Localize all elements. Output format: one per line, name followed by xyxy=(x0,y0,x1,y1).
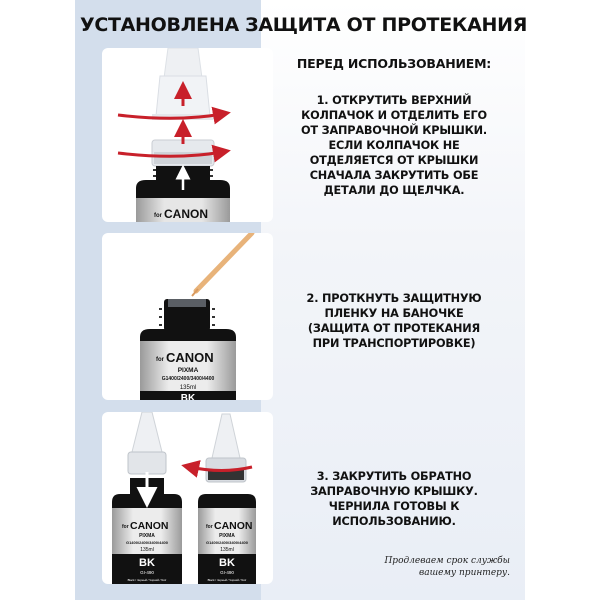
tagline-line: вашему принтеру. xyxy=(419,568,510,578)
step-line: ЗАПРАВОЧНУЮ КРЫШКУ. xyxy=(310,485,478,498)
step-line: 2. ПРОТКНУТЬ ЗАЩИТНУЮ xyxy=(306,292,482,305)
label-models: G1400/2400/3400/4400 xyxy=(161,376,215,382)
label-ink-code: GI-490 xyxy=(220,570,234,575)
step-1-text xyxy=(270,93,518,198)
step3-illustration-card xyxy=(102,412,273,584)
step-line: 3. ЗАКРУТИТЬ ОБРАТНО xyxy=(316,470,472,483)
step-2-text xyxy=(270,291,518,351)
step1-illustration-card xyxy=(102,48,273,222)
label-for: for xyxy=(156,357,164,363)
tagline-line: Продлеваем срок службы xyxy=(384,556,510,566)
label-series: PIXMA xyxy=(177,367,199,374)
step-3-text xyxy=(270,469,518,529)
step-line: 1. ОТКРУТИТЬ ВЕРХНИЙ xyxy=(316,94,472,107)
bottle-cap-screw-illustration xyxy=(102,412,273,584)
page-title: УСТАНОВЛЕНА ЗАЩИТА ОТ ПРОТЕКАНИЯ xyxy=(80,14,528,36)
step-line: ОТДЕЛЯЕТСЯ ОТ КРЫШКИ xyxy=(309,154,479,167)
step-line: ОТ ЗАПРАВОЧНОЙ КРЫШКИ. xyxy=(300,124,488,137)
label-series: PIXMA xyxy=(139,533,155,539)
bottle-cap-unscrew-illustration xyxy=(102,48,273,222)
label-volume: 135ml xyxy=(179,385,197,391)
label-brand: CANON xyxy=(166,350,214,365)
step-line: КОЛПАЧОК И ОТДЕЛИТЬ ЕГО xyxy=(301,109,487,122)
label-brand: CANON xyxy=(164,207,208,221)
tagline xyxy=(360,555,510,579)
step-line: ЧЕРНИЛА ГОТОВЫ К xyxy=(328,500,460,513)
step-line: (ЗАЩИТА ОТ ПРОТЕКАНИЯ xyxy=(307,322,481,335)
label-for: for xyxy=(122,524,129,530)
label-color-names: Black / Черный / Чорний / Noir xyxy=(207,578,247,582)
label-color-code: BK xyxy=(219,557,235,569)
label-volume: 135ml xyxy=(220,547,234,553)
step-line: ИСПОЛЬЗОВАНИЮ. xyxy=(332,515,456,528)
label-brand: CANON xyxy=(130,520,169,532)
step-line: ПЛЕНКУ НА БАНОЧКЕ xyxy=(324,307,464,320)
label-models: G1400/2400/3400/4400 xyxy=(205,540,249,545)
label-color-code: BK xyxy=(180,393,196,400)
label-color-code: BK xyxy=(139,557,155,569)
step2-illustration-card xyxy=(102,233,273,400)
step-line: ПРИ ТРАНСПОРТИРОВКЕ) xyxy=(312,337,476,350)
label-series: PIXMA xyxy=(219,533,235,539)
bottle-pierce-illustration xyxy=(102,233,273,400)
label-color-names: Black / Черный / Чорний / Noir xyxy=(127,578,167,582)
needle-icon xyxy=(196,233,252,291)
label-models: G1400/2400/3400/4400 xyxy=(125,540,169,545)
step-line: ДЕТАЛИ ДО ЩЕЛЧКА. xyxy=(323,184,465,197)
label-brand: CANON xyxy=(214,520,253,532)
label-volume: 135ml xyxy=(140,547,154,553)
label-for: for xyxy=(154,213,162,219)
step-line: ЕСЛИ КОЛПАЧОК НЕ xyxy=(328,139,460,152)
label-for: for xyxy=(206,524,213,530)
label-ink-code: GI-490 xyxy=(140,570,154,575)
step-line: СНАЧАЛА ЗАКРУТИТЬ ОБЕ xyxy=(309,169,479,182)
instructions-subheading: ПЕРЕД ИСПОЛЬЗОВАНИЕМ: xyxy=(296,56,492,71)
